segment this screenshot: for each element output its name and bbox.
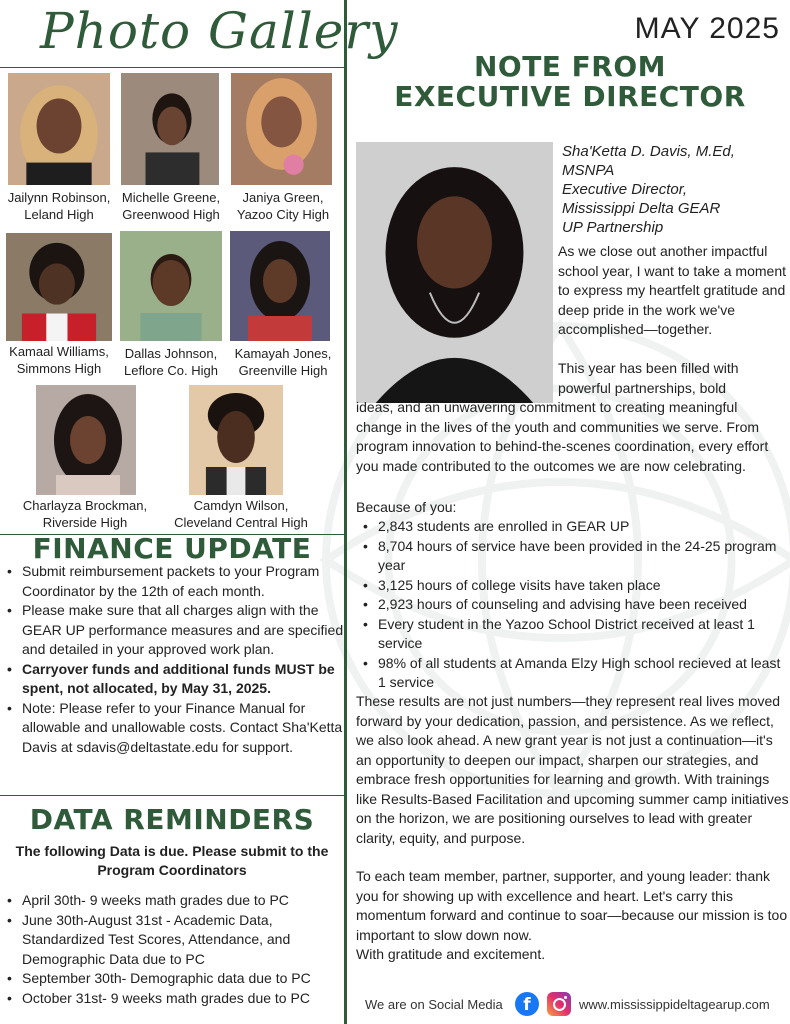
data-reminder-item: • October 31st- 9 weeks math grades due to PC (0, 989, 344, 1009)
impact-stat: • 8,704 hours of service have been provided in the 24-25 program year (356, 537, 790, 576)
note-year-paragraph-start: This year has been filled with powerful partnerships, bold (558, 360, 739, 396)
note-closing: With gratitude and excitement. (356, 946, 546, 962)
facebook-icon[interactable]: f (515, 992, 539, 1016)
student-caption: Charlayza Brockman, Riverside High (22, 498, 148, 530)
director-name: Sha'Ketta D. Davis, M.Ed, MSNPA Executive Director, Mississippi Delta GEAR UP Partnership (562, 143, 735, 236)
student-photo (8, 73, 110, 185)
student-photo (121, 73, 219, 185)
impact-stat: • 3,125 hours of college visits have taken place (356, 576, 790, 596)
student-caption: Kamaal Williams, Simmons High (9, 344, 109, 376)
student-caption: Dallas Johnson, Leflore Co. High (124, 346, 218, 378)
student-caption: Michelle Greene, Greenwood High (121, 190, 221, 222)
footer (365, 992, 785, 1016)
section-rule (0, 795, 344, 796)
finance-item: • Carryover funds and additional funds MUST be spent, not allocated, by May 31, 2025. (0, 660, 344, 699)
data-reminder-item: • June 30th-August 31st - Academic Data, Standardized Test Scores, Attendance, and Demographic Data due to PC (0, 911, 344, 970)
student-caption: Jailynn Robinson, Leland High (7, 190, 111, 222)
student-photo (230, 231, 330, 341)
data-reminders-list (0, 891, 344, 1008)
instagram-icon[interactable] (547, 992, 571, 1016)
impact-stat: • Every student in the Yazoo School District received at least 1 service (356, 615, 790, 654)
impact-stats-list (356, 517, 790, 693)
student-caption: Camdyn Wilson, Cleveland Central High (174, 498, 308, 530)
finance-list (0, 562, 344, 757)
student-caption: Janiya Green, Yazoo City High (236, 190, 330, 222)
social-label: We are on Social Media (365, 997, 503, 1012)
finance-item: • Submit reimbursement packets to your Program Coordinator by the 12th of each month. (0, 562, 344, 601)
note-year-paragraph-end: ideas, and an unwavering commitment to creating meaningful change in the lives of the youth and communities we serve. From program innovation to behind-the-scenes coordination, every effort you made contributed to the outcomes we are now celebrating. (356, 399, 769, 474)
because-label: Because of you: (356, 499, 457, 515)
column-divider (344, 0, 347, 1024)
data-reminder-item: • April 30th- 9 weeks math grades due to PC (0, 891, 344, 911)
issue-date: MAY 2025 (634, 12, 780, 45)
impact-stat: • 98% of all students at Amanda Elzy High school recieved at least 1 service (356, 654, 790, 693)
student-photo (120, 231, 222, 341)
finance-item: • Note: Please refer to your Finance Manual for allowable and unallowable costs. Contact Sha'Ketta Davis at sdavis@deltastate.edu for support. (0, 699, 344, 758)
director-photo (356, 142, 553, 403)
website-link[interactable]: www.mississippideltagearup.com (579, 997, 770, 1012)
student-photo (36, 385, 136, 495)
impact-stat: • 2,923 hours of counseling and advising have been received (356, 595, 790, 615)
finance-item: • Please make sure that all charges align with the GEAR UP performance measures and are specified and detailed in your approved work plan. (0, 601, 344, 660)
student-photo (6, 233, 112, 341)
impact-stat: • 2,843 students are enrolled in GEAR UP (356, 517, 790, 537)
data-reminder-item: • September 30th- Demographic data due to PC (0, 969, 344, 989)
note-intro-paragraph: As we close out another impactful school year, I want to take a moment to express my heartfelt gratitude and deep pride in the work we've accomplished—together. (558, 243, 787, 337)
student-caption: Kamayah Jones, Greenville High (234, 346, 332, 378)
data-reminders-title: DATA REMINDERS (29, 803, 315, 836)
finance-title: FINANCE UPDATE (32, 532, 312, 565)
note-results-paragraph: These results are not just numbers—they represent real lives moved forward by your dedication, passion, and persistence. As we reflect, we also look ahead. A new grant year is not just a continuation—it's an opportunity to deepen our impact, sharpen our strategies, and embrace fresh opportunities for learning and growth. With trainings like Results-Based Facilitation and upcoming summer camp initiatives on the horizon, we are positioning ourselves to lead with greater clarity, equity, and purpose. (356, 693, 789, 846)
student-photo (231, 73, 332, 185)
student-photo (189, 385, 283, 495)
note-title: NOTE FROM EXECUTIVE DIRECTOR (394, 50, 746, 113)
gallery-rule (0, 67, 344, 68)
note-thanks-paragraph: To each team member, partner, supporter, and young leader: thank you for showing up with excellence and heart. Let's carry this momentum forward and continue to soar—because our mission is too important to slow down now. (356, 868, 788, 943)
gallery-title: Photo Gallery (40, 2, 399, 60)
data-reminders-subtitle: The following Data is due. Please submit to the Program Coordinators (15, 843, 329, 878)
